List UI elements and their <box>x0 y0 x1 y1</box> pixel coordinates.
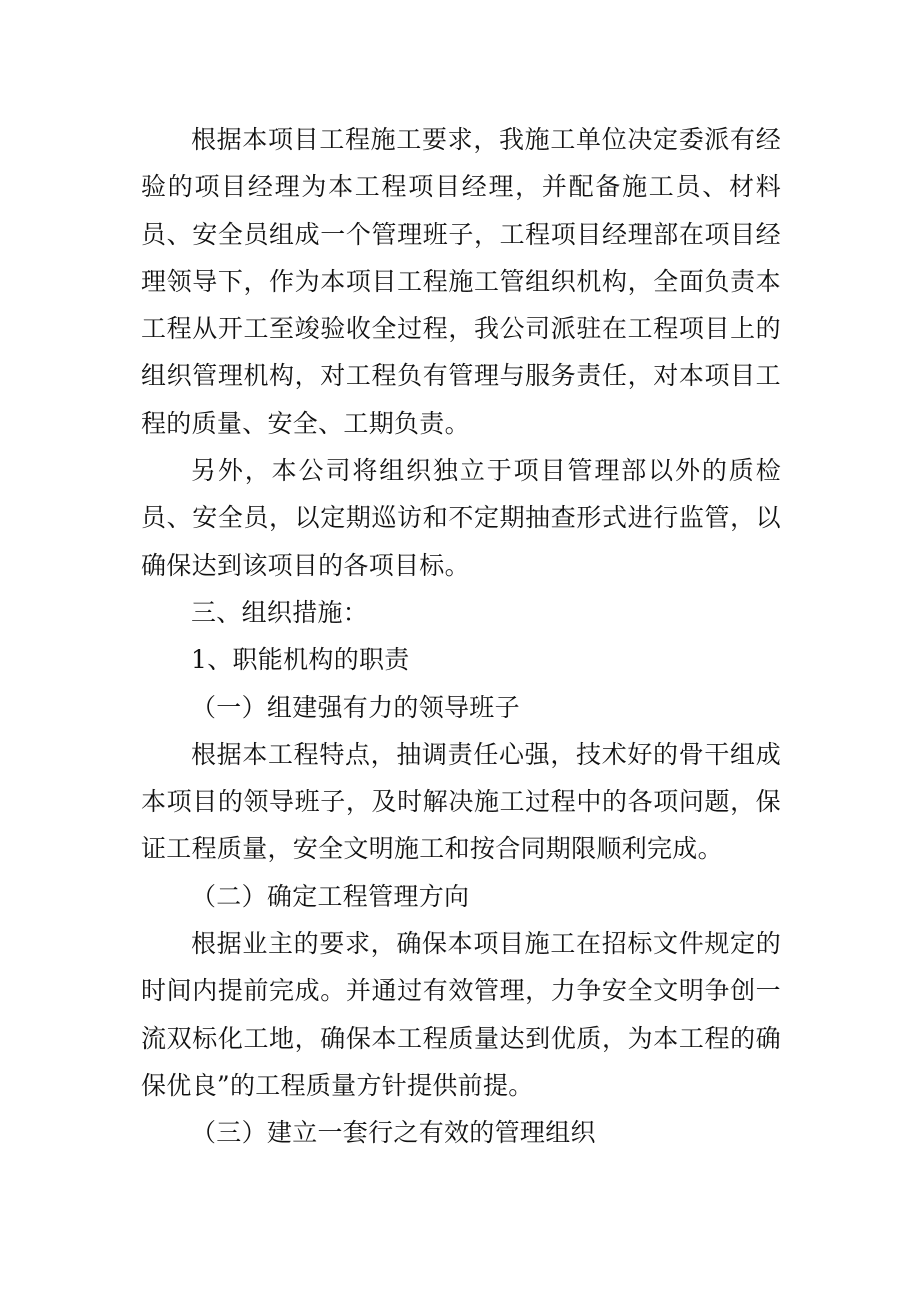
paragraph-management-direction: 根据业主的要求，确保本项目施工在招标文件规定的时间内提前完成。并通过有效管理，力争安全文明争创一流双标化工地，确保本工程质量达到优质，为本工程的确保优良”的工程质量方针提供前提。 <box>141 929 781 1100</box>
item-heading-leadership-team: （一）组建强有力的领导班子 <box>191 692 520 722</box>
section-heading-organization-measures: 三、组织措施： <box>191 597 369 627</box>
paragraph-project-manager: 根据本项目工程施工要求，我施工单位决定委派有经验的项目经理为本工程项目经理，并配备施工员、材料员、安全员组成一个管理班子，工程项目经理部在项目经理领导下，作为本项目工程施工管组织机构，全面负责本工程从开工至竣验收全过程，我公司派驻在工程项目上的组织管理机构，对工程负有管理与服务责任，对本项目工程的质量、安全、工期负责。 <box>141 125 781 438</box>
paragraph-leadership-team: 根据本工程特点，抽调责任心强，技术好的骨干组成本项目的领导班子，及时解决施工过程中的各项问题，保证工程质量，安全文明施工和按合同期限顺利完成。 <box>141 739 781 864</box>
paragraph-supervision: 另外，本公司将组织独立于项目管理部以外的质检员、安全员，以定期巡访和不定期抽查形式进行监管，以确保达到该项目的各项目标。 <box>141 456 781 580</box>
subsection-heading-functional-duties: 1、职能机构的职责 <box>191 645 410 675</box>
item-heading-management-direction: （二）确定工程管理方向 <box>191 881 470 911</box>
item-heading-management-organization: （三）建立一套行之有效的管理组织 <box>191 1118 596 1148</box>
document-body <box>141 116 781 1157</box>
